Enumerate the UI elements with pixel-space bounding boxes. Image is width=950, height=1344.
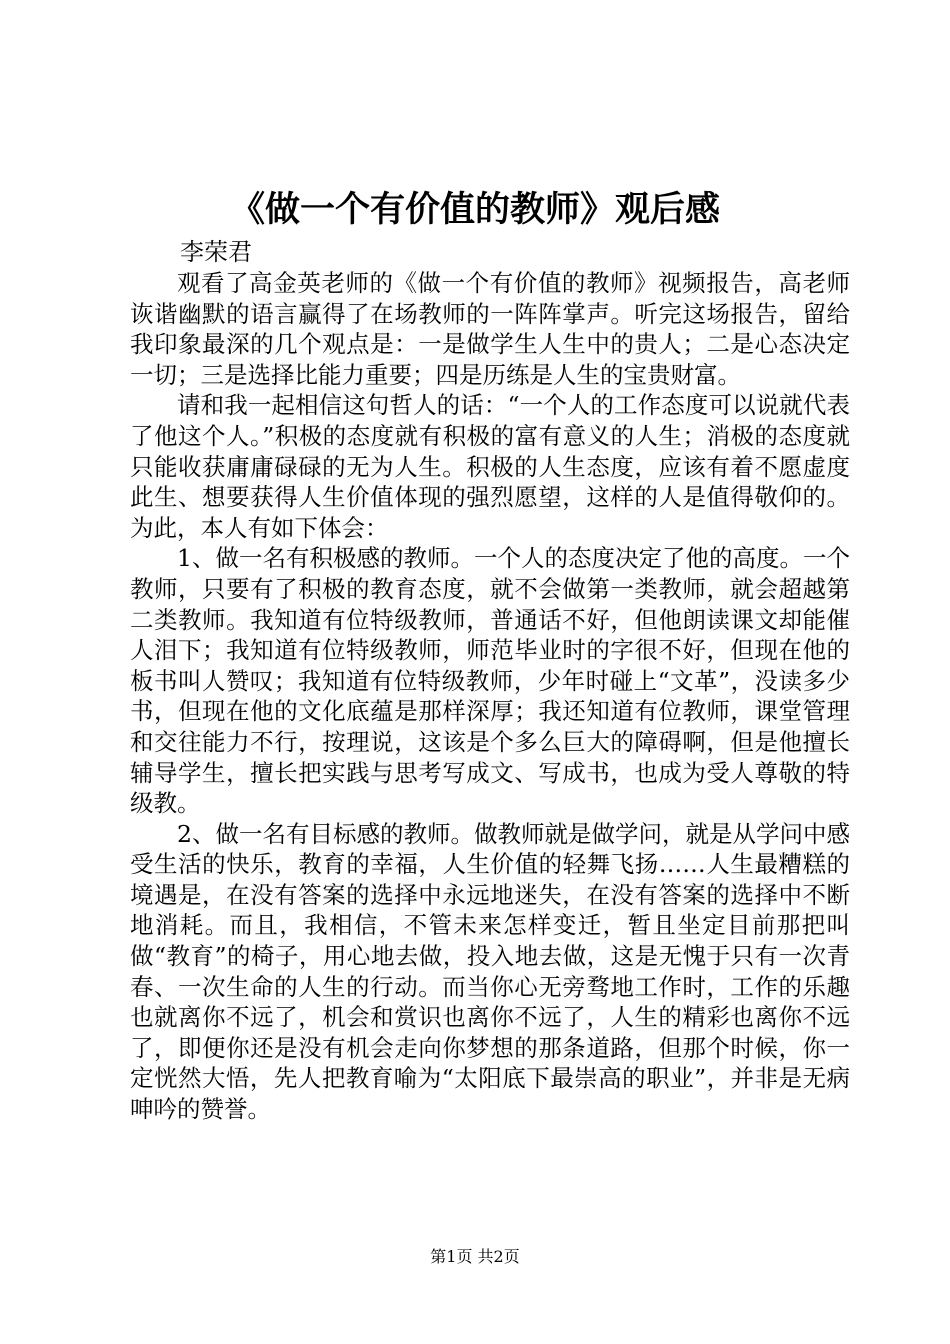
paragraph: 观看了高金英老师的《做一个有价值的教师》视频报告，高老师诙谐幽默的语言赢得了在场教师的一阵阵掌声。听完这场报告，留给我印象最深的几个观点是：一是做学生人生中的贵人；二是心态决定一切；三是选择比能力重要；四是历练是人生的宝贵财富。 (130, 269, 850, 389)
paragraph: 2、做一名有目标感的教师。做教师就是做学问，就是从学问中感受生活的快乐，教育的幸福，人生价值的轻舞飞扬……人生最糟糕的境遇是，在没有答案的选择中永远地迷失，在没有答案的选择中不断地消耗。而且，我相信，不管未来怎样变迁，暂且坐定目前那把叫做“教育”的椅子，用心地去做，投入地去做，这是无愧于只有一次青春、一次生命的人生的行动。而当你心无旁骛地工作时，工作的乐趣也就离你不远了，机会和赏识也离你不远了，人生的精彩也离你不远了，即便你还是没有机会走向你梦想的那条道路，但那个时候，你一定恍然大悟，先人把教育喻为“太阳底下最崇高的职业”，并非是无病呻吟的赞誉。 (130, 819, 850, 1124)
document-author: 李荣君 (180, 238, 252, 266)
document-title: 《做一个有价值的教师》观后感 (229, 189, 720, 230)
document-body (130, 268, 850, 1125)
page-footer: 第1页 共2页 (430, 1247, 520, 1266)
paragraph: 请和我一起相信这句哲人的话：“一个人的工作态度可以说就代表了他这个人。”积极的态度就有积极的富有意义的人生；消极的态度就只能收获庸庸碌碌的无为人生。积极的人生态度，应该有着不愿虚度此生、想要获得人生价值体现的强烈愿望，这样的人是值得敬仰的。为此，本人有如下体会： (130, 391, 850, 542)
paragraph: 1、做一名有积极感的教师。一个人的态度决定了他的高度。一个教师，只要有了积极的教育态度，就不会做第一类教师，就会超越第二类教师。我知道有位特级教师，普通话不好，但他朗读课文却能催人泪下；我知道有位特级教师，师范毕业时的字很不好，但现在他的板书叫人赞叹；我知道有位特级教师，少年时碰上“文革”，没读多少书，但现在他的文化底蕴是那样深厚；我还知道有位教师，课堂管理和交往能力不行，按理说，这该是个多么巨大的障碍啊，但是他擅长辅导学生，擅长把实践与思考写成文、写成书，也成为受人尊敬的特级教。 (130, 544, 850, 818)
